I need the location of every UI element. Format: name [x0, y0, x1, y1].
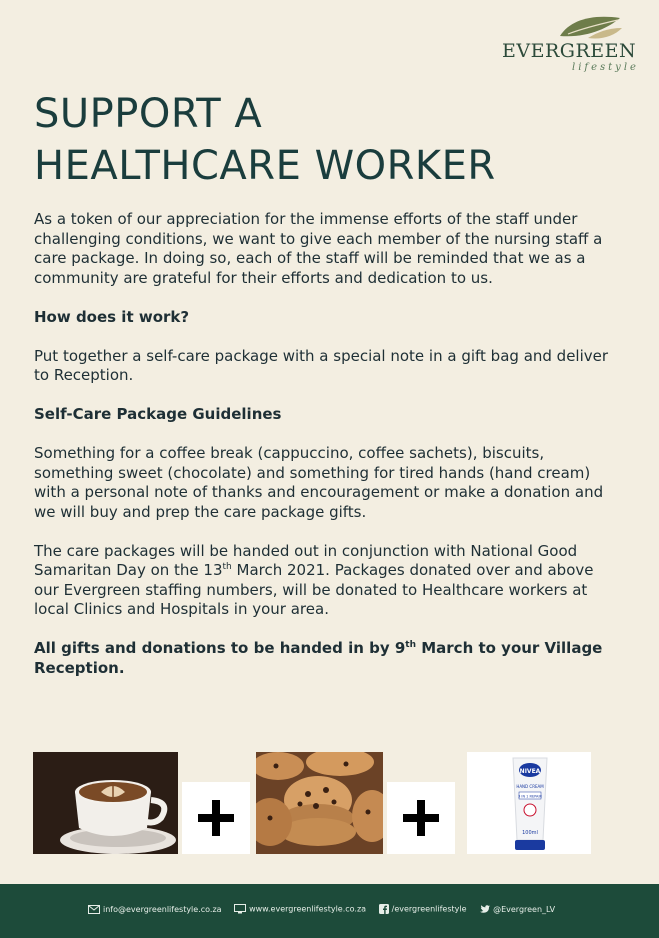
- product-brand: NIVEA: [519, 768, 541, 775]
- hand-cream-image: [467, 752, 591, 854]
- guidelines-heading: Self-Care Package Guidelines: [34, 405, 282, 423]
- title-line-2: HEALTHCARE WORKER: [34, 143, 496, 189]
- plus-sign: [387, 782, 455, 854]
- title-line-1: SUPPORT A: [34, 91, 263, 137]
- cookies-image: [256, 752, 383, 854]
- product-volume: 100ml: [522, 830, 538, 836]
- footer-website[interactable]: www.evergreenlifestyle.co.za: [234, 904, 366, 914]
- monitor-icon: [234, 904, 246, 914]
- body-text: [34, 210, 614, 678]
- how-paragraph: Put together a self-care package with a special note in a gift bag and deliver to Reception.: [34, 346, 609, 384]
- product-variant: 3 IN 1 REPAIR: [518, 794, 542, 799]
- how-heading: How does it work?: [34, 307, 190, 326]
- envelope-icon: [88, 905, 100, 914]
- coffee-image: [33, 752, 178, 854]
- footer: [0, 884, 659, 938]
- intro-paragraph: As a token of our appreciation for the immense efforts of the staff under challenging conditions, we want to give each member of the nursing staff a care package. In doing so, each of the staff will be reminded that we as a community are grateful for their efforts and dedication to us.: [34, 210, 603, 287]
- logo-sub: lifestyle: [572, 62, 639, 73]
- page-title: [34, 88, 496, 192]
- product-label: HAND CREAM: [516, 784, 544, 789]
- footer-twitter[interactable]: @Evergreen_LV: [479, 905, 555, 914]
- plus-sign: [182, 782, 250, 854]
- leaf-icon: [558, 12, 624, 42]
- logo-brand: EVERGREEN: [502, 40, 637, 62]
- evergreen-logo: [500, 12, 639, 74]
- deadline-paragraph: All gifts and donations to be handed in by 9th March to your Village Reception.: [34, 639, 603, 677]
- footer-email[interactable]: info@evergreenlifestyle.co.za: [88, 905, 222, 914]
- care-package-images: [0, 752, 659, 856]
- twitter-icon: [479, 905, 490, 914]
- footer-facebook[interactable]: /evergreenlifestyle: [379, 904, 467, 914]
- handout-paragraph: The care packages will be handed out in conjunction with National Good Samaritan Day on the 13th March 2021. Packages donated over and above our Evergreen staffing numbers, will be donated to Healthcare workers at local Clinics and Hospitals in your area.: [34, 541, 594, 618]
- guidelines-paragraph: Something for a coffee break (cappuccino, coffee sachets), biscuits, something sweet (chocolate) and something for tired hands (hand cream) with a personal note of thanks and encouragement or make a donation and we will buy and prep the care package gifts.: [34, 444, 604, 521]
- facebook-icon: [379, 904, 389, 914]
